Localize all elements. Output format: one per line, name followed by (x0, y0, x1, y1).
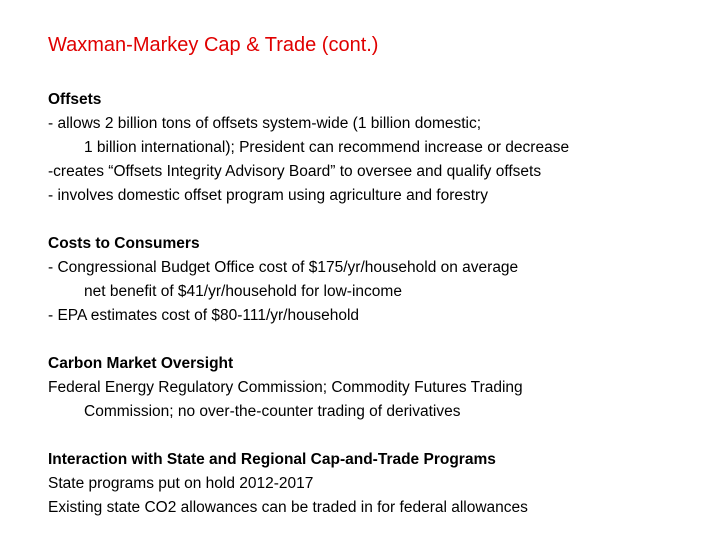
section-heading: Costs to Consumers (48, 235, 200, 252)
continuation-line: 1 billion international); President can recommend increase or decrease (84, 139, 570, 156)
bullet-line: - Congressional Budget Office cost of $175/yr/household on average (48, 259, 519, 276)
bullet-line: - involves domestic offset program using agriculture and forestry (48, 187, 488, 204)
section-heading: Interaction with State and Regional Cap-and-Trade Programs (48, 451, 496, 468)
slide-title: Waxman-Markey Cap & Trade (cont.) (48, 34, 379, 56)
text-line: Existing state CO2 allowances can be traded in for federal allowances (48, 499, 528, 516)
continuation-line: net benefit of $41/yr/household for low-income (84, 283, 402, 300)
section-state-regional-programs (48, 448, 708, 520)
slide-body (48, 88, 708, 544)
section-heading: Offsets (48, 91, 102, 108)
continuation-line: Commission; no over-the-counter trading of derivatives (84, 403, 461, 420)
bullet-line: - allows 2 billion tons of offsets system-wide (1 billion domestic; (48, 115, 482, 132)
text-line: Federal Energy Regulatory Commission; Commodity Futures Trading (48, 379, 523, 396)
bullet-line: -creates “Offsets Integrity Advisory Board” to oversee and qualify offsets (48, 163, 542, 180)
text-line: State programs put on hold 2012-2017 (48, 475, 314, 492)
bullet-line: - EPA estimates cost of $80-111/yr/household (48, 307, 360, 324)
section-offsets (48, 88, 708, 208)
section-heading: Carbon Market Oversight (48, 355, 234, 372)
section-carbon-market-oversight (48, 352, 708, 424)
section-costs-to-consumers (48, 232, 708, 328)
